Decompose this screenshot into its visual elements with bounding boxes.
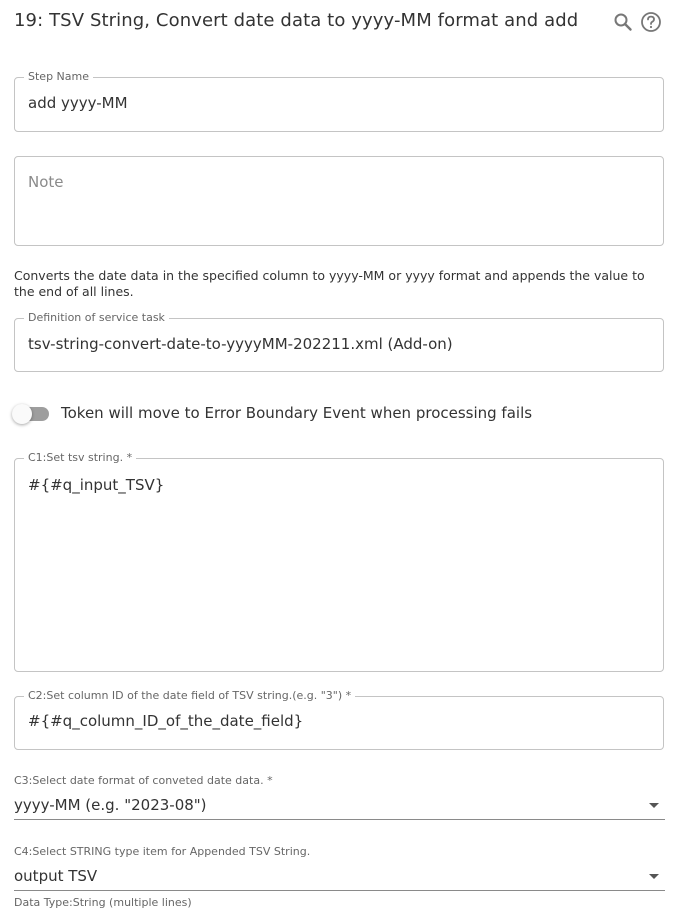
c2-column-id-field[interactable] [14,689,664,750]
c1-tsv-string-label: C1:Set tsv string. * [24,451,136,465]
service-task-definition-label: Definition of service task [24,311,169,325]
page-title: 19: TSV String, Convert date data to yyyy-MM format and add [14,10,579,31]
c3-date-format-label: C3:Select date format of conveted date data. * [14,774,273,787]
c1-tsv-string-field[interactable] [14,451,664,672]
c2-column-id-label: C2:Set column ID of the date field of TSV string.(e.g. "3") * [24,689,355,703]
error-boundary-toggle-row[interactable] [12,402,662,426]
c4-appended-tsv-value: output TSV [14,867,98,885]
step-name-label: Step Name [24,70,93,84]
error-boundary-toggle[interactable] [12,404,32,424]
step-name-field[interactable] [14,70,664,132]
chevron-down-icon[interactable] [649,803,659,808]
step-name-input[interactable]: add yyyy-MM [28,94,128,112]
c4-appended-tsv-select[interactable] [14,865,665,891]
help-icon[interactable] [640,11,662,33]
c4-data-type-helper: Data Type:String (multiple lines) [14,896,192,909]
note-field[interactable] [14,156,664,246]
c2-column-id-input[interactable]: #{#q_column_ID_of_the_date_field} [28,712,304,730]
error-boundary-toggle-label: Token will move to Error Boundary Event when processing fails [61,404,533,422]
c3-date-format-select[interactable] [14,794,665,820]
service-task-definition-field [14,311,664,372]
panel-header [14,8,665,36]
c4-appended-tsv-label: C4:Select STRING type item for Appended TSV String. [14,845,311,858]
service-task-definition-value: tsv-string-convert-date-to-yyyyMM-202211.xml (Add-on) [28,335,453,353]
search-icon[interactable] [612,11,634,33]
note-input[interactable]: Note [28,173,64,191]
service-task-description: Converts the date data in the specified column to yyyy-MM or yyyy format and appends the value to the end of all lines. [14,268,645,299]
c1-tsv-string-input[interactable]: #{#q_input_TSV} [28,476,165,494]
c3-date-format-value: yyyy-MM (e.g. "2023-08") [14,796,207,814]
chevron-down-icon[interactable] [649,874,659,879]
